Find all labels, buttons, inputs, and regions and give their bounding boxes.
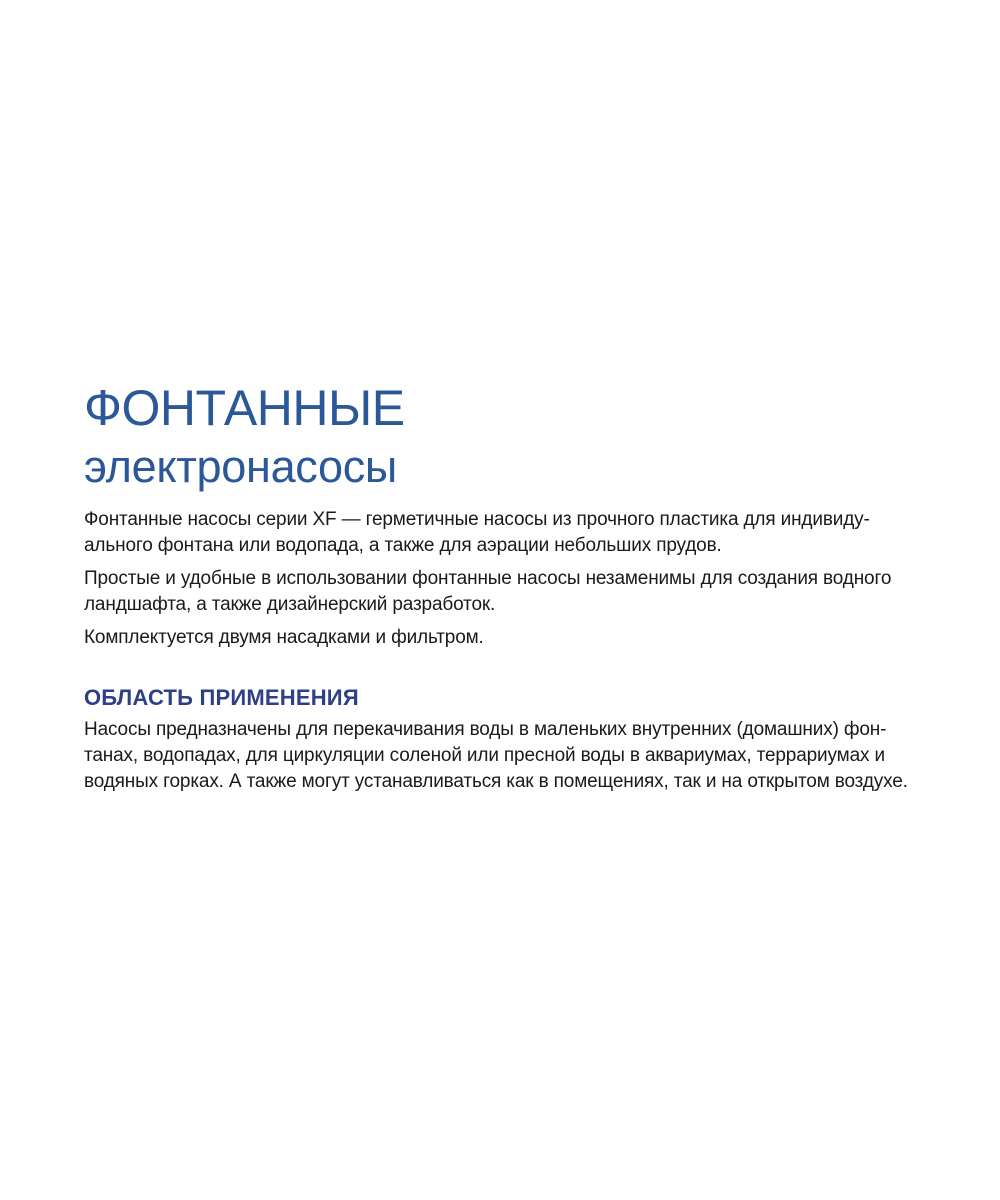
document-page (84, 378, 934, 795)
page-title-line-1: ФОНТАННЫЕ (84, 380, 405, 436)
intro-paragraph-2: Простые и удобные в использовании фонтанные насосы незаменимы для создания водного ландшафта, а также дизайнерский разработок. (84, 568, 892, 615)
intro-paragraph-3: Комплектуется двумя насадками и фильтром. (84, 627, 484, 648)
section-heading-application: ОБЛАСТЬ ПРИМЕНЕНИЯ (84, 685, 359, 710)
intro-paragraph-1: Фонтанные насосы серии XF — герметичные насосы из прочного пластика для индивиду-ального фонтана или водопада, а также для аэрации небольших прудов. (84, 509, 870, 556)
page-title-line-2: электронасосы (84, 441, 397, 492)
section-paragraph-application: Насосы предназначены для перекачивания воды в маленьких внутренних (домашних) фон-танах, водопадах, для циркуляции соленой или пресной воды в аквариумах, террариумах и водяных горках. А также могут устанавливаться как в помещениях, так и на открытом воздухе. (84, 719, 908, 792)
